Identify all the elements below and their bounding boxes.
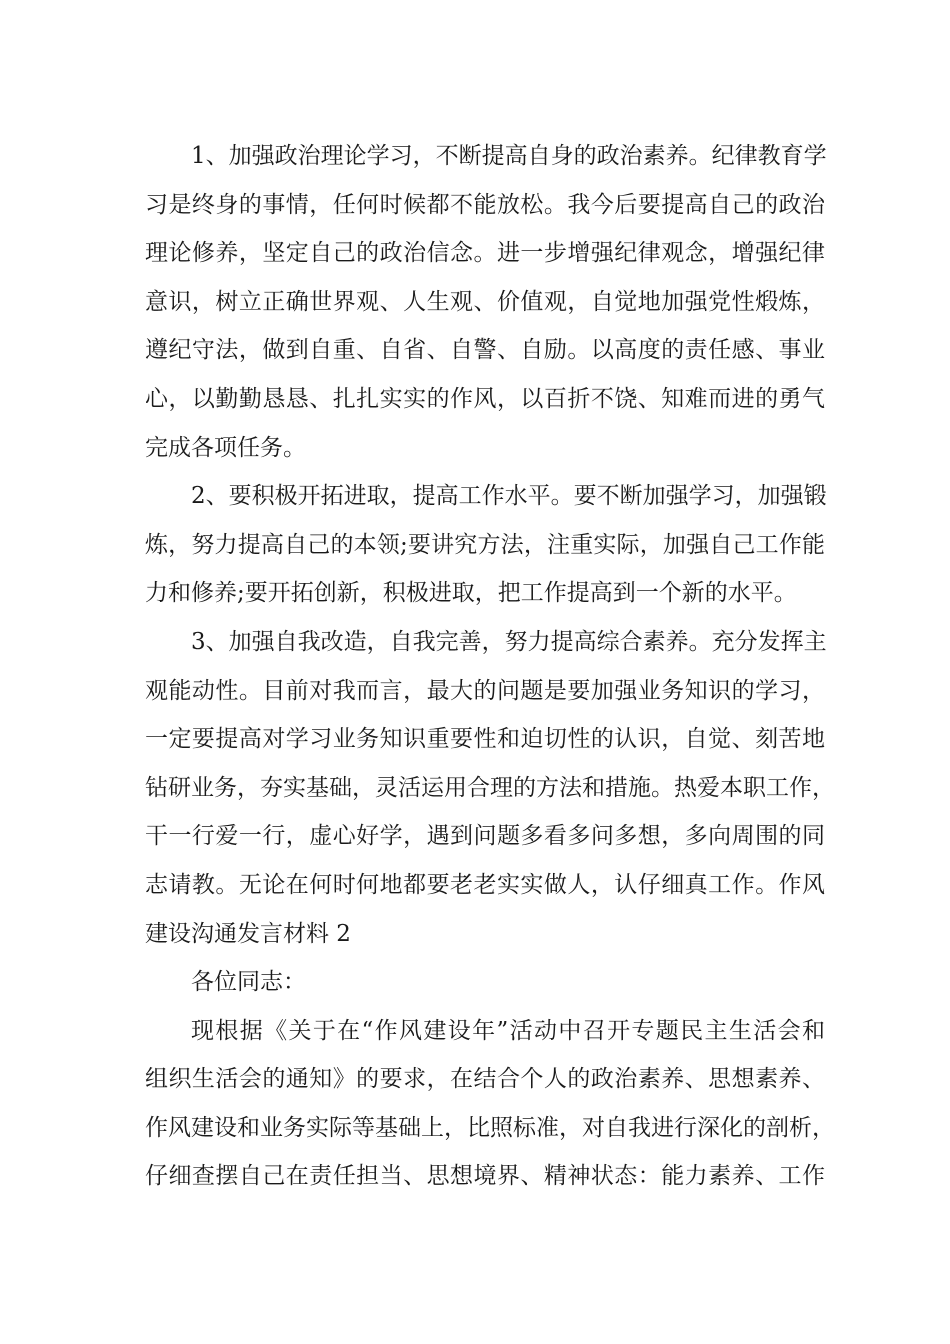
- text-line: 各位同志：: [191, 969, 306, 996]
- text-line: 仔细查摆自己在责任担当、思想境界、精神状态：能力素养、工作: [145, 1163, 825, 1190]
- document-body: [145, 132, 835, 1201]
- text-line: 力和修养;要开拓创新，积极进取，把工作提高到一个新的水平。: [145, 580, 797, 607]
- text-line: 钻研业务，夯实基础，灵活运用合理的方法和措施。热爱本职工作，: [145, 774, 835, 801]
- text-line: 观能动性。目前对我而言，最大的问题是要加强业务知识的学习，: [145, 677, 825, 704]
- text-line: 志请教。无论在何时何地都要老老实实做人，认仔细真工作。作风: [145, 871, 825, 898]
- text-line: 建设沟通发言材料 2: [145, 920, 351, 947]
- text-line: 遵纪守法，做到自重、自省、自警、自励。以高度的责任感、事业: [145, 337, 825, 364]
- text-line: 现根据《关于在“作风建设年”活动中召开专题民主生活会和: [191, 1017, 825, 1044]
- text-line: 完成各项任务。: [145, 434, 306, 461]
- text-line: 炼，努力提高自己的本领;要讲究方法，注重实际，加强自己工作能: [145, 531, 825, 558]
- text-line: 意识，树立正确世界观、人生观、价值观，自觉地加强党性煅炼，: [145, 288, 825, 315]
- text-line: 作风建设和业务实际等基础上，比照标准，对自我进行深化的剖析，: [145, 1114, 835, 1141]
- text-line: 2、要积极开拓进取，提高工作水平。要不断加强学习，加强锻: [191, 483, 827, 510]
- text-line: 干一行爱一行，虚心好学，遇到问题多看多问多想，多向周围的同: [145, 823, 825, 850]
- text-line: 心，以勤勤恳恳、扎扎实实的作风，以百折不饶、知难而进的勇气: [145, 385, 825, 412]
- text-line: 1、加强政治理论学习，不断提高自身的政治素养。纪律教育学: [191, 143, 827, 169]
- text-line: 组织生活会的通知》的要求，在结合个人的政治素养、思想素养、: [145, 1066, 825, 1093]
- text-line: 习是终身的事情，任何时候都不能放松。我今后要提高自己的政治: [145, 191, 825, 218]
- text-line: 理论修养，坚定自己的政治信念。进一步增强纪律观念，增强纪律: [145, 240, 825, 267]
- text-line: 3、加强自我改造，自我完善，努力提高综合素养。充分发挥主: [191, 628, 827, 655]
- text-line: 一定要提高对学习业务知识重要性和迫切性的认识，自觉、刻苦地: [145, 726, 825, 753]
